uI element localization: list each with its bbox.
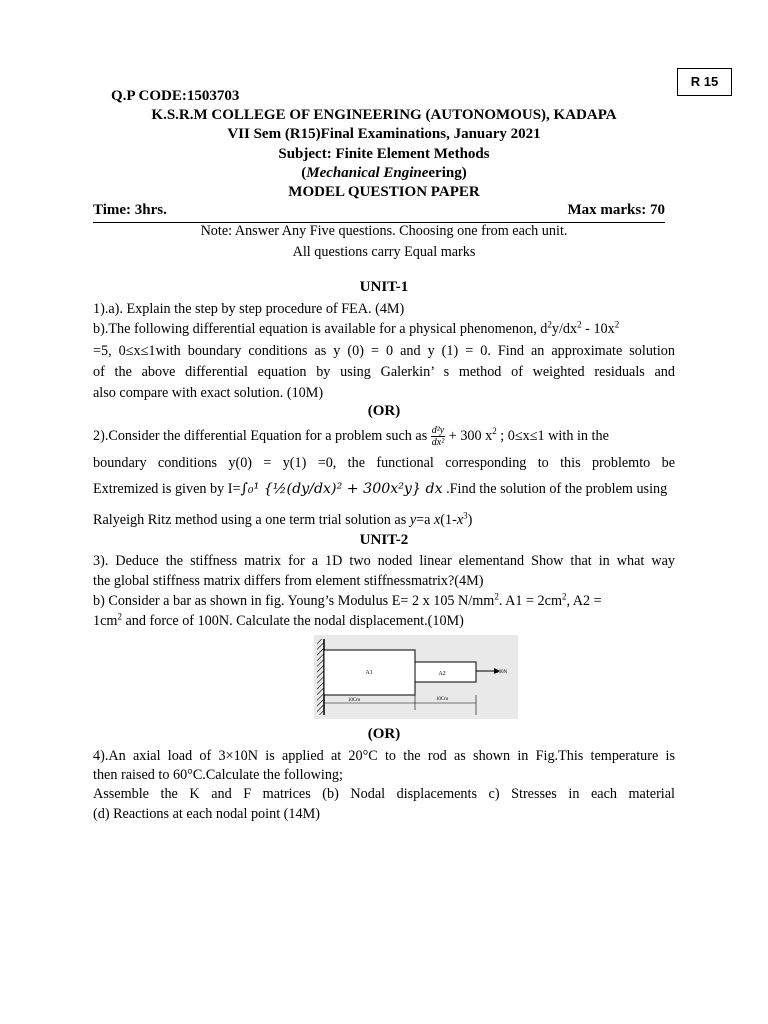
instructions-note: Note: Answer Any Five questions. Choosing one from each unit. <box>200 223 568 239</box>
stepped-bar-diagram <box>314 635 518 719</box>
time-label: Time: 3hrs. <box>93 202 167 218</box>
regulation-badge: R 15 <box>677 68 732 96</box>
qp-code: Q.P CODE:1503703 <box>111 88 240 104</box>
question-4-line-3: Assemble the K and F matrices (b) Nodal displacements c) Stresses in each material <box>93 786 675 802</box>
fixed-support-hatch <box>317 639 324 715</box>
time-marks-row <box>93 202 665 223</box>
subject-line: Subject: Finite Element Methods <box>278 146 490 162</box>
question-4-line-1: 4).An axial load of 3×10N is applied at 20°C to the rod as shown in Fig.This temperature is <box>93 748 675 764</box>
unit-1-heading: UNIT-1 <box>359 279 409 295</box>
question-1b-line-3: of the above differential equation by using Galerkin’ s method of weighted residuals and <box>93 364 675 380</box>
second-derivative-fraction: $\frac{\text{d²y}}{\text{dx²}}$ <box>431 425 445 448</box>
branch-line: (Mechanical Engineering) <box>301 165 467 181</box>
max-marks-label: Max marks: 70 <box>567 202 665 218</box>
question-2-line-1: 2).Consider the differential Equation for a problem such as $\frac{\text{d²y}}{\text{dx²}}$ + 300 $x^2$ ; 0≤x≤1 with in the <box>93 425 609 448</box>
or-divider-1: (OR) <box>367 403 401 419</box>
stepped-bar-figure <box>314 635 518 719</box>
or-divider-2: (OR) <box>367 726 401 742</box>
question-2-line-2: boundary conditions y(0) = y(1) =0, the functional corresponding to this problemto be <box>93 455 675 471</box>
question-3-line-2: the global stiffness matrix differs from element stiffnessmatrix?(4M) <box>93 573 484 589</box>
label-length-1: 10Cm <box>347 698 361 703</box>
functional-integral: ∫₀¹ {½(dy/dx)² + 300x²y} dx <box>240 481 443 497</box>
instructions-note-2: All questions carry Equal marks <box>292 244 476 260</box>
question-4-line-4: (d) Reactions at each nodal point (14M) <box>93 806 320 822</box>
question-3b-line-1: b) Consider a bar as shown in fig. Young’s Modulus E= 2 x 105 $N/mm^2$. $A1 = 2cm^2$, A2 = <box>93 591 602 609</box>
paper-title: MODEL QUESTION PAPER <box>288 184 480 200</box>
question-4-line-2: then raised to 60°C.Calculate the following; <box>93 767 343 783</box>
question-3-line-1: 3). Deduce the stiffness matrix for a 1D two noded linear elementand Show that in what way <box>93 553 675 569</box>
label-a2: A2 <box>438 671 446 677</box>
label-a1: A1 <box>365 670 373 676</box>
question-1b-line-2: =5, 0≤x≤1with boundary conditions as y (0) = 0 and y (1) = 0. Find an approximate solution <box>93 343 675 359</box>
label-force: 100N <box>496 670 508 675</box>
exam-title: VII Sem (R15)Final Examinations, January 2021 <box>227 126 541 142</box>
question-1b-line-4: also compare with exact solution. (10M) <box>93 385 324 401</box>
question-2-line-3: Extremized is given by I=∫₀¹ {½(dy/dx)² + 300x²y} dx .Find the solution of the problem using <box>93 481 668 497</box>
unit-2-heading: UNIT-2 <box>359 532 409 548</box>
question-2-line-4: Ralyeigh Ritz method using a one term trial solution as y=a $x(1-x^3)$ <box>93 510 473 528</box>
question-1a: 1).a). Explain the step by step procedure of FEA. (4M) <box>93 301 405 317</box>
label-length-2: 10Cm <box>435 697 449 702</box>
question-1b-line-1: b).The following differential equation is available for a physical phenomenon, $d^2y/dx^2 - 10x^2$ <box>93 319 620 337</box>
college-name: K.S.R.M COLLEGE OF ENGINEERING (AUTONOMOUS), KADAPA <box>151 107 617 123</box>
question-3b-line-2: $1cm^2$ and force of 100N. Calculate the nodal displacement.(10M) <box>93 611 464 629</box>
